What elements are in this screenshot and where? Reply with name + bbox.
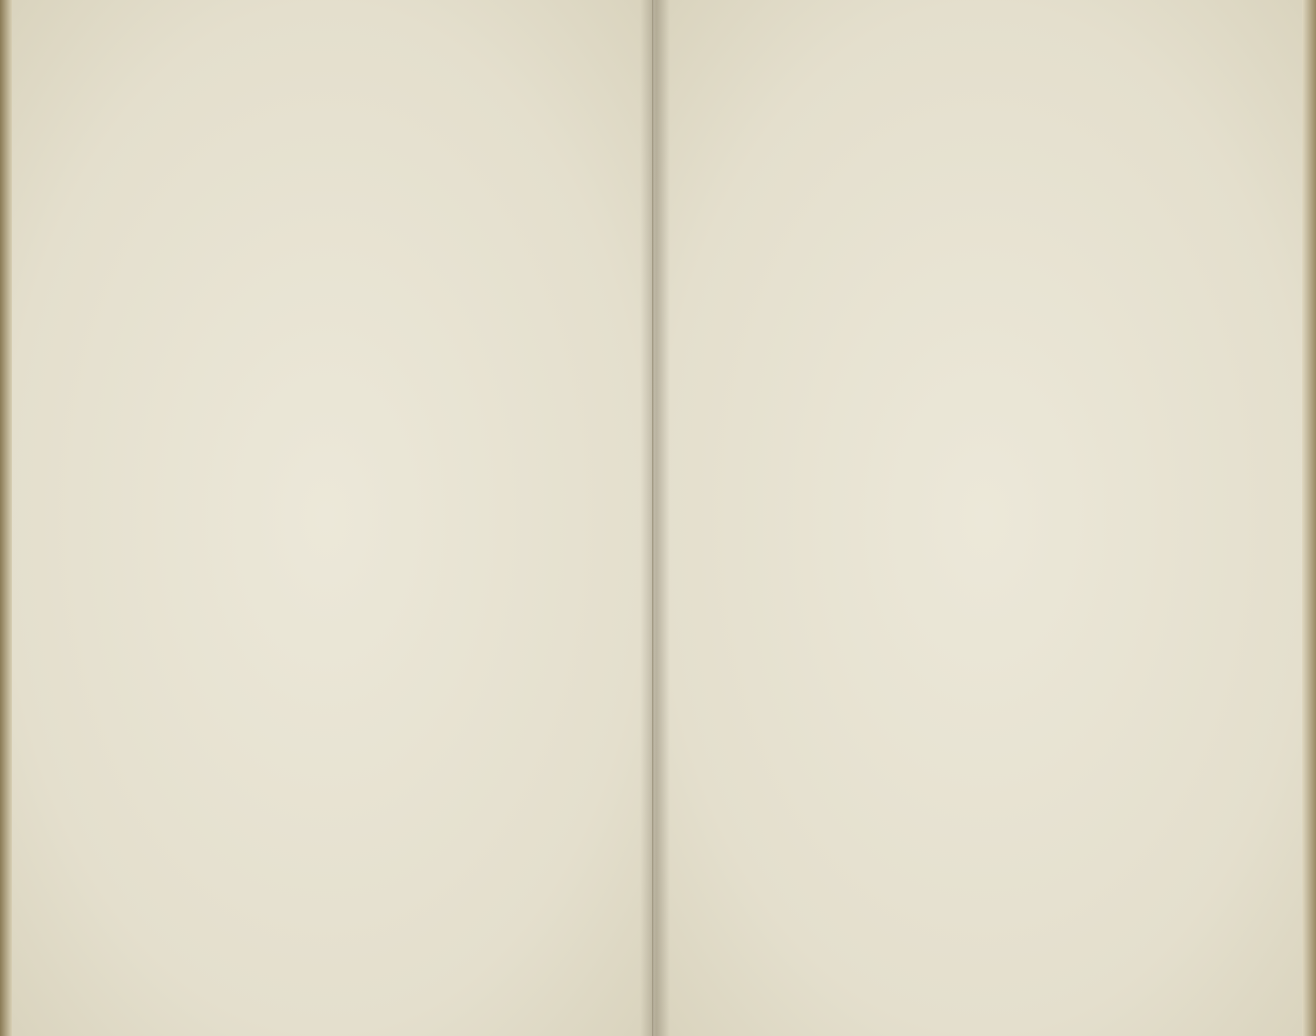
left-page	[0, 0, 653, 1036]
right-page-edge	[1302, 0, 1316, 1036]
left-page-edge	[0, 0, 12, 1036]
right-page	[654, 0, 1316, 1036]
book-gutter	[640, 0, 670, 1036]
